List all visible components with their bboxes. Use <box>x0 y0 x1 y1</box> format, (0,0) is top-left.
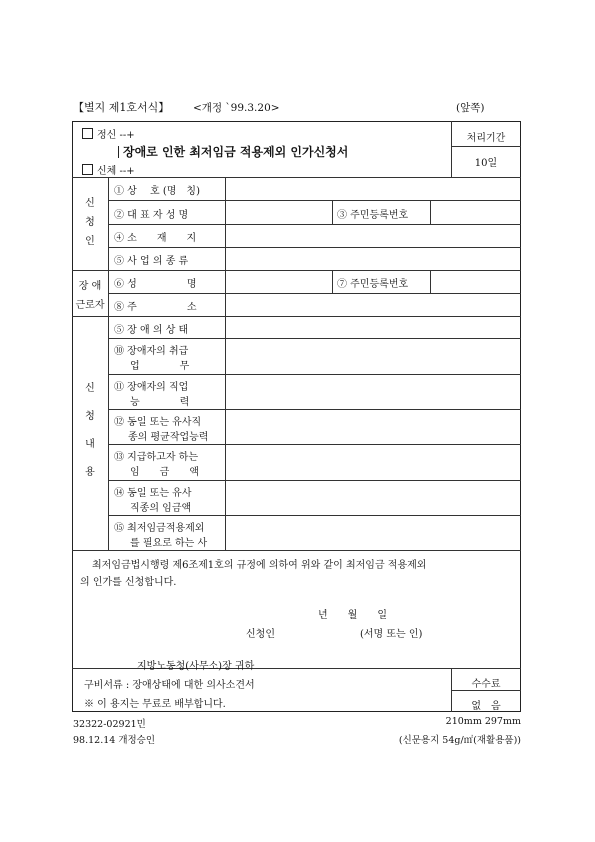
processing-period-value: 10일 <box>474 158 498 169</box>
label-representative-id: ③ 주민등록번호 <box>337 210 409 221</box>
input-worker-name[interactable] <box>226 271 331 292</box>
paper-spec: (신문용지 54g/㎡(재활용품)) <box>398 735 521 746</box>
label-worker-address: ⑧ 주 소 <box>114 302 197 313</box>
label-worker-id: ⑦ 주민등록번호 <box>337 279 409 290</box>
label-business-name: ① 상 호 (명 칭) <box>114 186 200 197</box>
fee-value: 없 음 <box>471 701 501 712</box>
input-representative-name[interactable] <box>226 201 331 223</box>
input-business-name[interactable] <box>226 178 520 200</box>
input-location[interactable] <box>226 225 520 246</box>
label-location: ④ 소 재 지 <box>114 233 197 244</box>
revision-note: <개정 `99.3.20> <box>193 102 280 114</box>
input-business-type[interactable] <box>226 248 520 269</box>
section-application-content: 신 청 내 용 <box>85 383 95 478</box>
approval-date: 98.12.14 개정승인 <box>73 735 156 746</box>
section-applicant: 신 청 인 <box>85 198 95 247</box>
input-wage[interactable] <box>226 445 520 479</box>
input-ability[interactable] <box>226 375 520 408</box>
label-reason-line1: ⑮ 최저임금적용제외 <box>114 523 205 534</box>
label-avg-ability-line2: 종의 평균작업능력 <box>128 432 209 443</box>
label-ability-line1: ⑪ 장애자의 직업 <box>114 382 189 393</box>
option-mental[interactable]: 정신 --+ <box>82 126 135 141</box>
label-reason-line2: 를 필요로 하는 사 <box>130 538 208 549</box>
label-ability-line2: 능 력 <box>130 397 190 408</box>
processing-period-label: 처리기간 <box>466 133 506 144</box>
input-duties[interactable] <box>226 339 520 373</box>
label-similar-wage-line2: 직종의 임금액 <box>130 503 192 514</box>
label-duties-line1: ⑩ 장애자의 취급 <box>114 346 189 357</box>
input-disability-state[interactable] <box>226 317 520 337</box>
label-disability-state: ⑤ 장 애 의 상 태 <box>114 325 189 336</box>
section-disabled-worker: 장 애 근로자 <box>75 281 105 311</box>
label-wage-line2: 임 금 액 <box>130 467 199 478</box>
input-reason[interactable] <box>226 516 520 549</box>
option-physical[interactable]: 신체 --+ <box>82 162 135 177</box>
checkbox-physical[interactable] <box>82 164 93 175</box>
declaration-line1: 최저임금법시행령 제6조제1호의 규정에 의하여 위와 같이 최저임금 적용제외 <box>92 560 427 571</box>
input-worker-id[interactable] <box>431 271 520 292</box>
label-duties-line2: 업 무 <box>130 361 190 372</box>
label-representative-name: ② 대 표 자 성 명 <box>114 210 189 221</box>
recipient: 지방노동청(사무소)장 귀하 <box>137 661 255 672</box>
page-side-label: (앞쪽) <box>456 102 485 114</box>
checkbox-mental[interactable] <box>82 128 93 139</box>
label-avg-ability-line1: ⑫ 동일 또는 유사직 <box>114 417 202 428</box>
paper-size: 210mm 297mm <box>445 716 521 727</box>
label-similar-wage-line1: ⑭ 동일 또는 유사 <box>114 488 192 499</box>
form-label: 【별지 제1호서식】 <box>73 101 170 114</box>
label-worker-name: ⑥ 성 명 <box>114 279 197 290</box>
declaration-date: 년 월 일 <box>318 610 387 621</box>
signature-label: (서명 또는 인) <box>360 629 423 640</box>
form-title: 장애로 인한 최저임금 적용제외 인가신청서 <box>118 143 348 160</box>
input-worker-address[interactable] <box>226 294 520 315</box>
label-wage-line1: ⑬ 지급하고자 하는 <box>114 452 198 463</box>
free-distribution-note: ※ 이 용지는 무료로 배부합니다. <box>84 699 226 710</box>
applicant-label: 신청인 <box>246 629 275 640</box>
form-code: 32322-02921민 <box>73 719 146 730</box>
declaration-line2: 의 인가를 신청합니다. <box>80 577 177 588</box>
input-avg-ability[interactable] <box>226 410 520 443</box>
label-business-type: ⑤ 사 업 의 종 류 <box>114 256 189 267</box>
input-similar-wage[interactable] <box>226 481 520 514</box>
fee-label: 수수료 <box>471 679 501 690</box>
required-documents: 구비서류 : 장애상태에 대한 의사소견서 <box>84 680 255 691</box>
input-representative-id[interactable] <box>431 201 520 223</box>
